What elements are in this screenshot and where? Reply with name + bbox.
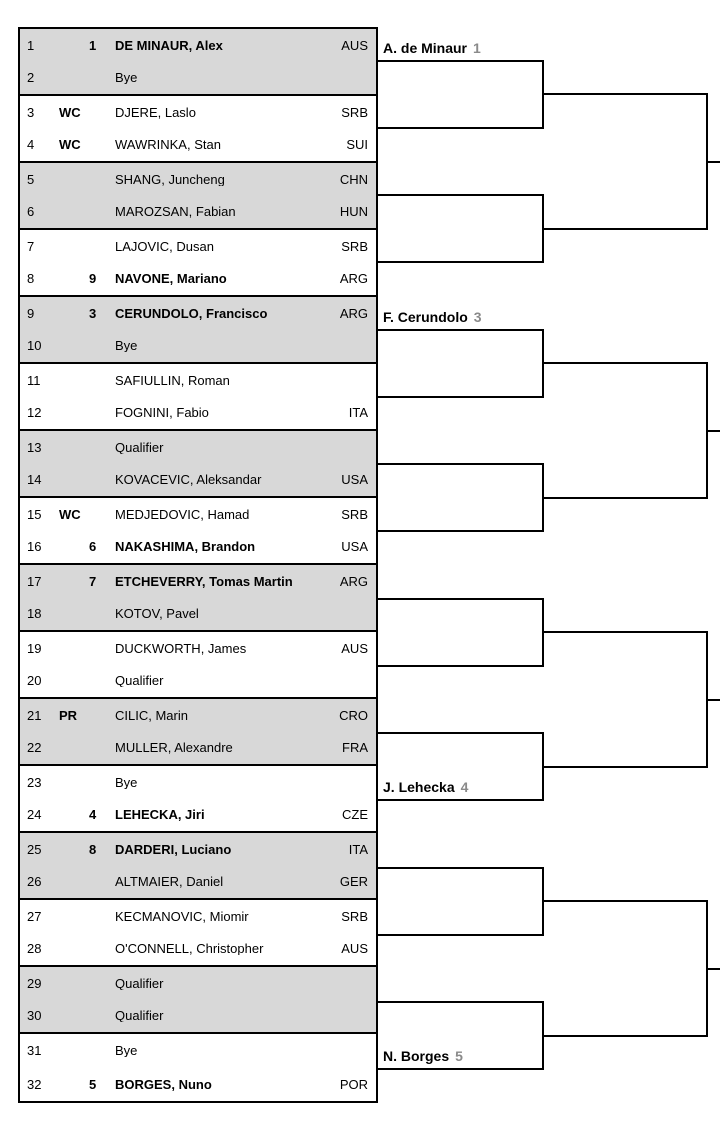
- draw-row: [20, 230, 376, 263]
- entry-position: 3: [27, 105, 35, 119]
- entry-position: 26: [27, 875, 42, 889]
- entry-country: GER: [339, 875, 368, 889]
- entry-position: 31: [27, 1044, 42, 1058]
- entry-country: HUN: [339, 205, 368, 219]
- draw-pair: [20, 96, 376, 163]
- entry-player-name: ALTMAIER, Daniel: [115, 875, 224, 889]
- entry-seed: 8: [89, 842, 97, 856]
- entry-country: SRB: [341, 909, 368, 923]
- entry-player-name: NAKASHIMA, Brandon: [115, 540, 256, 554]
- draw-row: [20, 129, 376, 162]
- bracket-line-v: [542, 329, 544, 398]
- entry-player-name: Qualifier: [115, 440, 164, 454]
- entry-position: 22: [27, 741, 42, 755]
- entry-player-name: KOTOV, Pavel: [115, 607, 199, 621]
- draw-pair: [20, 565, 376, 632]
- draw-pair: [20, 632, 376, 699]
- draw-pair: [20, 163, 376, 230]
- entry-player-name: SAFIULLIN, Roman: [115, 373, 230, 387]
- bracket-line-h: [544, 362, 708, 364]
- bracket-line-h: [378, 1068, 544, 1070]
- entry-player-name: KECMANOVIC, Miomir: [115, 909, 249, 923]
- entry-position: 6: [27, 205, 35, 219]
- draw-row: [20, 1000, 376, 1033]
- draw-row: [20, 1068, 376, 1102]
- entry-status: PR: [59, 708, 78, 722]
- entry-country: ITA: [348, 842, 368, 856]
- entry-player-name: CERUNDOLO, Francisco: [115, 306, 268, 320]
- entry-country: ITA: [348, 406, 368, 420]
- draw-pair: [20, 431, 376, 498]
- draw-pair: [20, 766, 376, 833]
- entry-player-name: Bye: [115, 1044, 138, 1058]
- draw-row: [20, 632, 376, 665]
- entry-position: 18: [27, 607, 42, 621]
- entry-seed: 7: [89, 574, 97, 588]
- entry-player-name: DJERE, Laslo: [115, 105, 196, 119]
- bracket-line-h: [708, 161, 720, 163]
- bracket-line-v: [542, 867, 544, 936]
- entry-player-name: Qualifier: [115, 1009, 164, 1023]
- entry-status: WC: [59, 105, 81, 119]
- bracket-line-h: [378, 665, 544, 667]
- entry-country: FRA: [342, 741, 368, 755]
- entry-position: 20: [27, 674, 42, 688]
- entry-position: 8: [27, 272, 35, 286]
- draw-row: [20, 933, 376, 966]
- entry-player-name: Qualifier: [115, 976, 164, 990]
- entry-player-name: MEDJEDOVIC, Hamad: [115, 507, 250, 521]
- entry-seed: 9: [89, 272, 97, 286]
- draw-row: [20, 799, 376, 832]
- entry-player-name: DARDERI, Luciano: [115, 842, 232, 856]
- advancer-seed: 3: [473, 308, 482, 325]
- entry-player-name: FOGNINI, Fabio: [115, 406, 209, 420]
- entry-player-name: Bye: [115, 339, 138, 353]
- draw-pair: [20, 900, 376, 967]
- advancer-label: [383, 778, 468, 796]
- entry-player-name: ETCHEVERRY, Tomas Martin: [115, 574, 293, 588]
- entry-position: 5: [27, 172, 35, 186]
- entry-seed: 5: [89, 1077, 97, 1091]
- bracket-line-v: [542, 598, 544, 667]
- draw-row: [20, 766, 376, 799]
- entry-country: ARG: [339, 272, 368, 286]
- entry-player-name: MULLER, Alexandre: [115, 741, 233, 755]
- bracket-line-h: [544, 93, 708, 95]
- entry-position: 29: [27, 976, 42, 990]
- entry-country: SRB: [341, 507, 368, 521]
- entry-player-name: BORGES, Nuno: [115, 1077, 212, 1091]
- entry-player-name: LEHECKA, Jiri: [115, 808, 205, 822]
- draw-pair: [20, 297, 376, 364]
- bracket-line-h: [378, 867, 544, 869]
- entry-player-name: Bye: [115, 71, 138, 85]
- entry-player-name: Bye: [115, 775, 138, 789]
- draw-row: [20, 1034, 376, 1068]
- bracket-line-h: [544, 228, 708, 230]
- bracket-line-h: [544, 1035, 708, 1037]
- entry-country: CRO: [339, 708, 368, 722]
- entry-position: 15: [27, 507, 42, 521]
- draw-row: [20, 330, 376, 363]
- entry-position: 1: [27, 38, 35, 52]
- draw-row: [20, 163, 376, 196]
- entry-position: 30: [27, 1009, 42, 1023]
- bracket-line-v: [542, 732, 544, 801]
- entry-position: 21: [27, 708, 42, 722]
- entry-position: 13: [27, 440, 42, 454]
- draw-row: [20, 62, 376, 95]
- entry-country: AUS: [341, 942, 368, 956]
- draw-row: [20, 196, 376, 229]
- entry-player-name: DE MINAUR, Alex: [115, 38, 223, 52]
- entry-position: 16: [27, 540, 42, 554]
- draw-row: [20, 431, 376, 464]
- entry-player-name: SHANG, Juncheng: [115, 172, 225, 186]
- bracket-line-h: [378, 60, 544, 62]
- draw-row: [20, 967, 376, 1000]
- advancer-label: [383, 308, 482, 326]
- entry-position: 2: [27, 71, 35, 85]
- draw-pair: [20, 1034, 376, 1101]
- entry-position: 9: [27, 306, 35, 320]
- entry-position: 32: [27, 1077, 42, 1091]
- advancer-seed: 1: [473, 39, 481, 56]
- entry-position: 25: [27, 842, 42, 856]
- bracket-line-h: [378, 530, 544, 532]
- draw-pair: [20, 230, 376, 297]
- bracket-line-h: [708, 968, 720, 970]
- entry-country: POR: [339, 1077, 368, 1091]
- draw-row: [20, 833, 376, 866]
- draw-row: [20, 699, 376, 732]
- entry-country: AUS: [341, 38, 368, 52]
- draw-row: [20, 900, 376, 933]
- entry-country: CZE: [342, 808, 368, 822]
- advancer-name: J. Lehecka: [383, 779, 455, 796]
- draw-pair: [20, 967, 376, 1034]
- draw-row: [20, 665, 376, 698]
- bracket-line-h: [378, 732, 544, 734]
- entry-player-name: KOVACEVIC, Aleksandar: [115, 473, 262, 487]
- bracket-line-h: [378, 329, 544, 331]
- entry-status: WC: [59, 507, 81, 521]
- bracket-line-v: [542, 194, 544, 263]
- bracket-line-v: [706, 900, 708, 1037]
- entry-position: 12: [27, 406, 42, 420]
- entry-country: SRB: [341, 239, 368, 253]
- bracket-line-h: [544, 900, 708, 902]
- entry-country: SUI: [346, 138, 368, 152]
- draw-row: [20, 732, 376, 765]
- entry-player-name: NAVONE, Mariano: [115, 272, 227, 286]
- bracket-line-v: [542, 60, 544, 129]
- draw-row: [20, 565, 376, 598]
- entry-seed: 4: [89, 808, 97, 822]
- draw-row: [20, 29, 376, 62]
- draw-row: [20, 263, 376, 296]
- entry-country: USA: [341, 473, 368, 487]
- draw-pair: [20, 833, 376, 900]
- draw-pair: [20, 498, 376, 565]
- entry-position: 23: [27, 775, 42, 789]
- draw-row: [20, 598, 376, 631]
- advancer-seed: 5: [455, 1048, 463, 1065]
- draw-row: [20, 866, 376, 899]
- bracket-line-v: [706, 93, 708, 230]
- bracket-line-h: [378, 463, 544, 465]
- entry-position: 10: [27, 339, 42, 353]
- draw-row: [20, 464, 376, 497]
- bracket-line-h: [708, 699, 720, 701]
- entry-position: 17: [27, 574, 42, 588]
- advancer-seed: 4: [460, 779, 469, 796]
- entry-position: 11: [27, 373, 41, 387]
- bracket-line-v: [706, 631, 708, 768]
- entry-position: 24: [27, 808, 42, 822]
- entry-player-name: CILIC, Marin: [115, 708, 188, 722]
- bracket-line-h: [378, 598, 544, 600]
- entry-seed: 1: [89, 38, 97, 52]
- entry-position: 19: [27, 641, 42, 655]
- bracket-line-h: [378, 127, 544, 129]
- entry-position: 14: [27, 473, 42, 487]
- entry-status: WC: [59, 138, 81, 152]
- draw-pair: [20, 699, 376, 766]
- draw-row: [20, 364, 376, 397]
- entry-position: 7: [27, 239, 35, 253]
- entry-seed: 3: [89, 306, 97, 320]
- draw-table: [18, 27, 378, 1103]
- advancer-name: N. Borges: [383, 1048, 450, 1065]
- draw-row: [20, 531, 376, 564]
- draw-row: [20, 397, 376, 430]
- entry-player-name: MAROZSAN, Fabian: [115, 205, 236, 219]
- entry-player-name: LAJOVIC, Dusan: [115, 239, 214, 253]
- entry-player-name: Qualifier: [115, 674, 164, 688]
- entry-seed: 6: [89, 540, 97, 554]
- bracket-line-h: [544, 766, 708, 768]
- entry-player-name: DUCKWORTH, James: [115, 641, 247, 655]
- advancer-label: [383, 1047, 463, 1065]
- entry-country: ARG: [339, 306, 368, 320]
- draw-pair: [20, 364, 376, 431]
- bracket-line-h: [378, 934, 544, 936]
- draw-pair: [20, 29, 376, 96]
- advancer-name: A. de Minaur: [383, 39, 468, 56]
- entry-country: SRB: [341, 105, 368, 119]
- bracket-line-h: [378, 1001, 544, 1003]
- bracket-line-v: [706, 362, 708, 499]
- advancer-label: [383, 39, 481, 57]
- bracket-line-h: [378, 261, 544, 263]
- draw-row: [20, 498, 376, 531]
- bracket-line-h: [544, 631, 708, 633]
- entry-country: ARG: [339, 574, 368, 588]
- bracket-line-h: [378, 194, 544, 196]
- entry-player-name: O'CONNELL, Christopher: [115, 942, 264, 956]
- bracket-line-h: [378, 396, 544, 398]
- bracket-line-v: [542, 1001, 544, 1070]
- entry-player-name: WAWRINKA, Stan: [115, 138, 221, 152]
- bracket-line-v: [542, 463, 544, 532]
- entry-country: USA: [341, 540, 368, 554]
- entry-position: 27: [27, 909, 42, 923]
- bracket-line-h: [378, 799, 544, 801]
- entry-position: 28: [27, 942, 42, 956]
- entry-country: AUS: [341, 641, 368, 655]
- entry-position: 4: [27, 138, 35, 152]
- draw-row: [20, 96, 376, 129]
- entry-country: CHN: [339, 172, 368, 186]
- draw-row: [20, 297, 376, 330]
- bracket-line-h: [544, 497, 708, 499]
- advancer-name: F. Cerundolo: [383, 308, 468, 325]
- bracket-line-h: [708, 430, 720, 432]
